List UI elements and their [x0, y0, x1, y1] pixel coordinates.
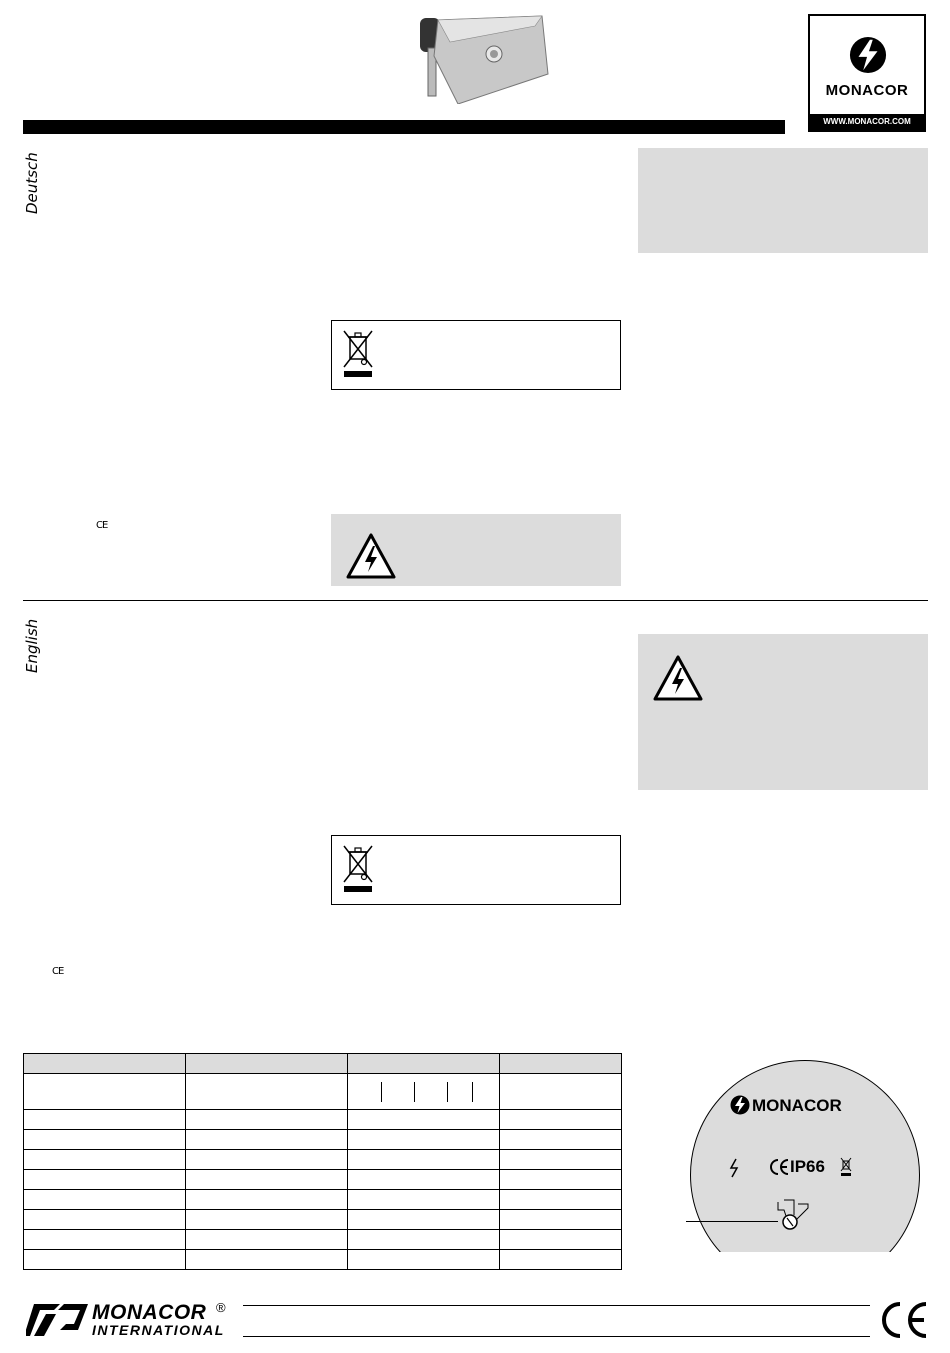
- table-header-cell: [186, 1054, 348, 1074]
- registered-mark: ®: [216, 1300, 226, 1315]
- footer-rule-top: [243, 1305, 870, 1306]
- table-row: [24, 1170, 622, 1190]
- ce-mark-large: [880, 1300, 930, 1340]
- spec-table: [23, 1053, 622, 1270]
- table-header-cell: [500, 1054, 622, 1074]
- german-warning-box: [331, 514, 621, 586]
- weee-bin-icon: [840, 1157, 852, 1177]
- logo-url[interactable]: WWW.MONACOR.COM: [810, 114, 924, 130]
- table-row: [24, 1190, 622, 1210]
- table-row: [24, 1150, 622, 1170]
- footer-rule-bottom: [243, 1336, 870, 1337]
- electric-hazard-icon: [345, 532, 397, 580]
- header-bar: [23, 120, 785, 134]
- monacor-logo-icon: [849, 36, 887, 74]
- logo-brand-text: MONACOR: [825, 82, 909, 99]
- footer-brand: MONACOR: [92, 1301, 207, 1324]
- table-header-row: [24, 1054, 622, 1074]
- ce-mark-small: CE: [96, 520, 108, 531]
- product-image: [410, 12, 550, 104]
- table-header-cell: [348, 1054, 500, 1074]
- label-pointer-line: [686, 1221, 778, 1222]
- label-brand-text: MONACOR: [752, 1096, 842, 1115]
- footer-logo: [26, 1300, 231, 1340]
- ce-icon: [770, 1158, 790, 1176]
- weee-bin-icon: [342, 329, 374, 379]
- monacor-logo-box: [808, 14, 926, 132]
- english-weee-box: [331, 835, 621, 905]
- monacor-logo-icon: [730, 1095, 750, 1115]
- rating-label-graphic: [690, 1060, 920, 1252]
- section-label-german: Deutsch: [23, 152, 41, 214]
- connection-terminal-icon: [774, 1198, 814, 1238]
- electric-hazard-icon: [652, 654, 704, 702]
- section-divider: [23, 600, 928, 601]
- table-row: [24, 1110, 622, 1130]
- table-row: [24, 1250, 622, 1270]
- table-row: [24, 1210, 622, 1230]
- table-row: [24, 1074, 622, 1110]
- lightning-icon: [728, 1158, 740, 1178]
- english-warning-box: [638, 634, 928, 790]
- table-row: [24, 1230, 622, 1250]
- table-row: [24, 1130, 622, 1150]
- german-info-box: [638, 148, 928, 253]
- weee-bin-icon: [342, 844, 374, 894]
- table-header-cell: [24, 1054, 186, 1074]
- footer-subline: INTERNATIONAL: [92, 1322, 225, 1338]
- monacor-international-logo-icon: [26, 1304, 88, 1336]
- german-weee-box: [331, 320, 621, 390]
- section-label-english: English: [23, 618, 41, 673]
- ce-mark-small: CE: [52, 966, 64, 977]
- ip-rating: IP66: [790, 1157, 825, 1176]
